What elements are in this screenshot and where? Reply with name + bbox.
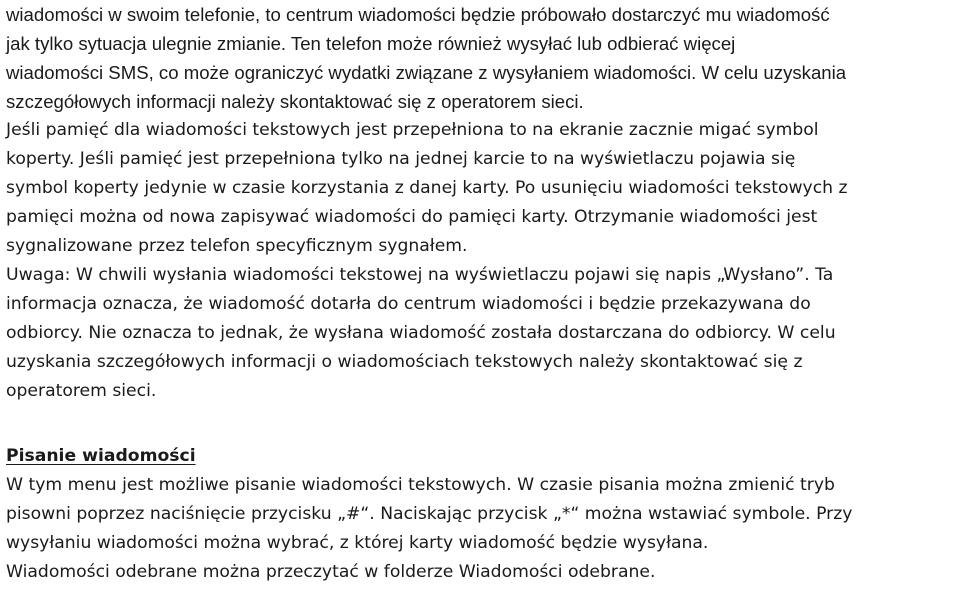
text-line: pamięci można od nowa zapisywać wiadomości do pamięci karty. Otrzymanie wiadomości jest (6, 207, 818, 227)
paragraph-writing-messages (6, 471, 960, 587)
text-line: Wiadomości odebrane można przeczytać w folderze Wiadomości odebrane. (6, 562, 656, 582)
paragraph-sms-delivery (6, 0, 960, 116)
section-heading: Pisanie wiadomości (6, 446, 196, 466)
text-line: informacja oznacza, że wiadomość dotarła do centrum wiadomości i będzie przekazywana do (6, 294, 811, 314)
paragraph-memory-full (6, 116, 960, 406)
text-line: koperty. Jeśli pamięć jest przepełniona tylko na jednej karcie to na wyświetlaczu pojawia się (6, 149, 796, 169)
text-line: uzyskania szczegółowych informacji o wiadomościach tekstowych należy skontaktować się z (6, 352, 803, 372)
text-line: operatorem sieci. (6, 381, 157, 401)
text-line: odbiorcy. Nie oznacza to jednak, że wysłana wiadomość została dostarczana do odbiorcy. W celu (6, 323, 836, 343)
text-line: Jeśli pamięć dla wiadomości tekstowych jest przepełniona to na ekranie zacznie migać symbol (6, 120, 819, 140)
text-line: sygnalizowane przez telefon specyficznym sygnałem. (6, 236, 468, 256)
text-line: Uwaga: W chwili wysłania wiadomości tekstowej na wyświetlaczu pojawi się napis „Wysłano”. Ta (6, 265, 834, 285)
text-line: W tym menu jest możliwe pisanie wiadomości tekstowych. W czasie pisania można zmienić tryb (6, 475, 835, 495)
document-page (6, 0, 960, 587)
paragraph-spacer (6, 406, 960, 442)
text-line: szczegółowych informacji należy skontaktować się z operatorem sieci. (6, 91, 584, 112)
text-line: wysyłaniu wiadomości można wybrać, z której karty wiadomość będzie wysyłana. (6, 533, 709, 553)
text-line: wiadomości SMS, co może ograniczyć wydatki związane z wysyłaniem wiadomości. W celu uzyskania (6, 62, 847, 83)
text-line: pisowni poprzez naciśnięcie przycisku „#“. Naciskając przycisk „*“ można wstawiać symbole. Przy (6, 504, 853, 524)
text-line: symbol koperty jedynie w czasie korzystania z danej karty. Po usunięciu wiadomości tekstowych z (6, 178, 848, 198)
text-line: wiadomości w swoim telefonie, to centrum wiadomości będzie próbowało dostarczyć mu wiadomość (6, 4, 830, 25)
text-line: jak tylko sytuacja ulegnie zmianie. Ten telefon może również wysyłać lub odbierać więcej (6, 33, 736, 54)
